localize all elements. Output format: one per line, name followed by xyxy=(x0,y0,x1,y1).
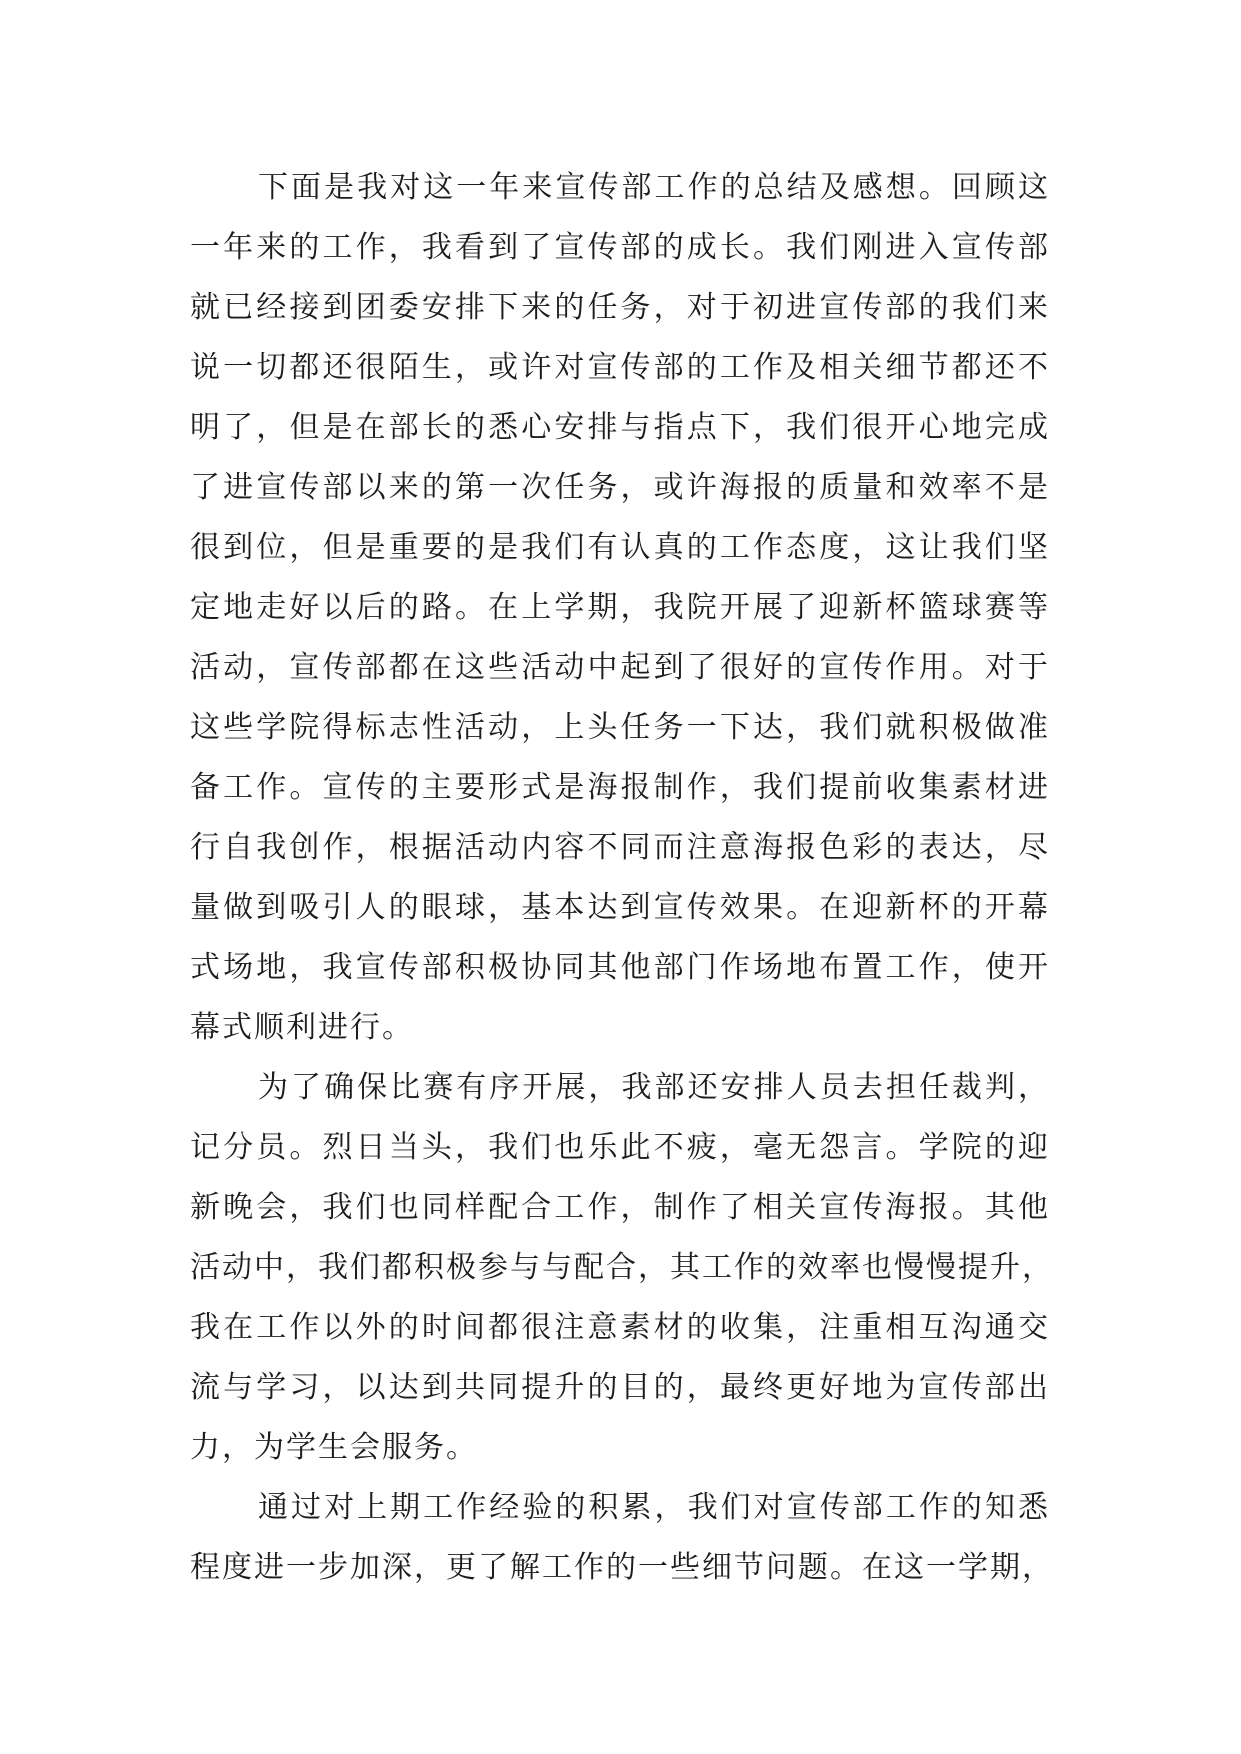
text-line: 活动，宣传部都在这些活动中起到了很好的宣传作用。对于 xyxy=(190,650,1050,685)
text-line: 了进宣传部以来的第一次任务，或许海报的质量和效率不是 xyxy=(190,470,1050,505)
text-line: 量做到吸引人的眼球，基本达到宣传效果。在迎新杯的开幕 xyxy=(190,890,1050,925)
text-line: 很到位，但是重要的是我们有认真的工作态度，这让我们坚 xyxy=(190,530,1050,565)
text-line: 力，为学生会服务。 xyxy=(190,1430,478,1465)
text-line: 新晚会，我们也同样配合工作，制作了相关宣传海报。其他 xyxy=(190,1190,1050,1225)
text-line: 程度进一步加深，更了解工作的一些细节问题。在这一学期， xyxy=(190,1550,1054,1585)
text-line: 幕式顺利进行。 xyxy=(190,1010,414,1045)
text-line: 一年来的工作，我看到了宣传部的成长。我们刚进入宣传部 xyxy=(190,230,1050,265)
paragraph-2 xyxy=(190,1058,1054,1478)
text-line: 通过对上期工作经验的积累，我们对宣传部工作的知悉 xyxy=(258,1490,1050,1525)
text-line: 这些学院得标志性活动，上头任务一下达，我们就积极做准 xyxy=(190,710,1050,745)
text-line: 流与学习，以达到共同提升的目的，最终更好地为宣传部出 xyxy=(190,1370,1050,1405)
text-line: 就已经接到团委安排下来的任务，对于初进宣传部的我们来 xyxy=(190,290,1050,325)
text-line: 行自我创作，根据活动内容不同而注意海报色彩的表达，尽 xyxy=(190,830,1050,865)
text-line: 为了确保比赛有序开展，我部还安排人员去担任裁判， xyxy=(258,1070,1050,1105)
paragraph-1 xyxy=(190,158,1050,1058)
text-line: 我在工作以外的时间都很注意素材的收集，注重相互沟通交 xyxy=(190,1310,1050,1345)
text-line: 活动中，我们都积极参与与配合，其工作的效率也慢慢提升， xyxy=(190,1250,1054,1285)
paragraph-3 xyxy=(190,1478,1054,1598)
text-line: 记分员。烈日当头，我们也乐此不疲，毫无怨言。学院的迎 xyxy=(190,1130,1050,1165)
text-line: 式场地，我宣传部积极协同其他部门作场地布置工作，使开 xyxy=(190,950,1050,985)
document-body xyxy=(190,158,1054,1598)
text-line: 明了，但是在部长的悉心安排与指点下，我们很开心地完成 xyxy=(190,410,1050,445)
text-line: 下面是我对这一年来宣传部工作的总结及感想。回顾这 xyxy=(258,170,1050,205)
text-line: 备工作。宣传的主要形式是海报制作，我们提前收集素材进 xyxy=(190,770,1050,805)
text-line: 说一切都还很陌生，或许对宣传部的工作及相关细节都还不 xyxy=(190,350,1050,385)
text-line: 定地走好以后的路。在上学期，我院开展了迎新杯篮球赛等 xyxy=(190,590,1050,625)
